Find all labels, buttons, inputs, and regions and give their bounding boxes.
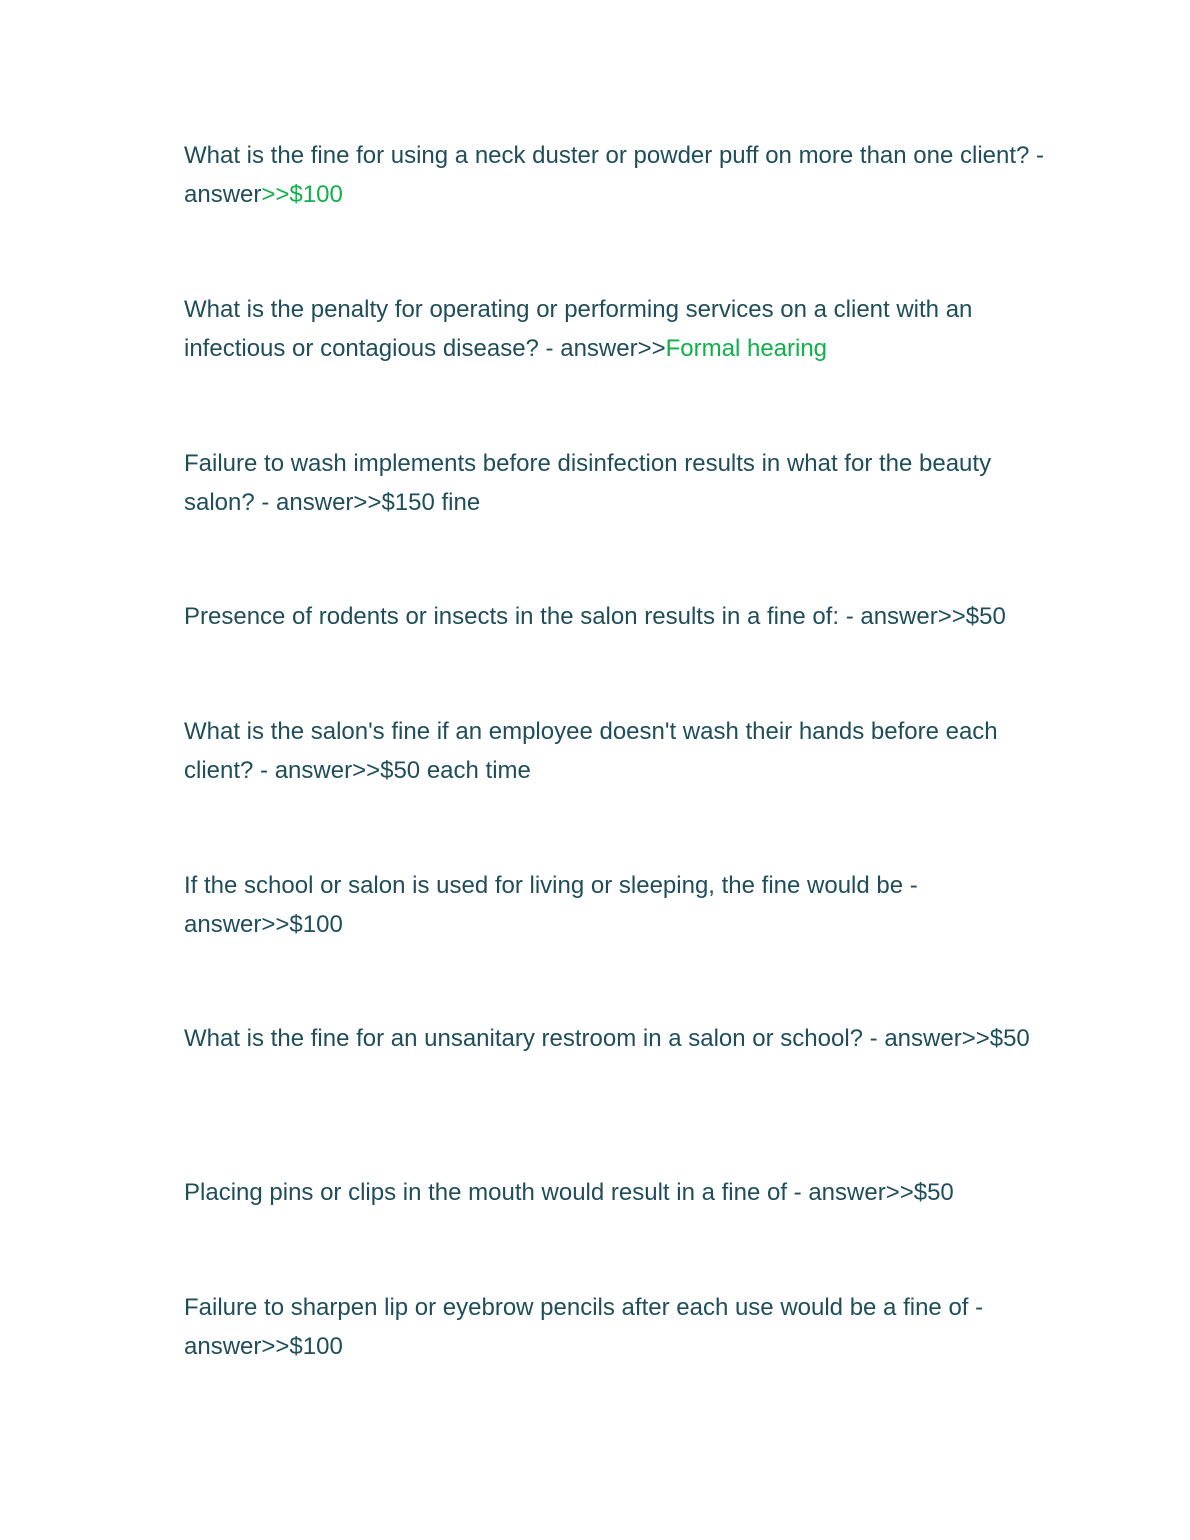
answer-text: >>$100	[261, 910, 343, 938]
answer-text: >>$150 fine	[353, 488, 481, 516]
question-text: Failure to sharpen lip or eyebrow pencils after each use would be a fine of - answer	[184, 1294, 984, 1360]
qa-item-unsanitary-restroom	[184, 1020, 1054, 1059]
qa-item-living-sleeping	[184, 867, 1054, 944]
answer-text: >>$50	[885, 1179, 954, 1206]
question-text: Failure to wash implements before disinfection results in what for the beauty salon? - answer	[184, 450, 992, 516]
question-text: What is the penalty for operating or performing services on a client with an infectious or contagious disease? - answer>>	[184, 296, 973, 362]
qa-item-wash-implements	[184, 445, 1054, 522]
qa-item-sharpen-pencils	[184, 1289, 1054, 1366]
qa-item-contagious-disease	[184, 291, 1054, 368]
answer-highlighted: Formal hearing	[665, 334, 828, 362]
qa-item-neck-duster	[184, 137, 1054, 214]
question-text: Placing pins or clips in the mouth would result in a fine of - answer	[184, 1179, 886, 1206]
answer-highlighted: >>$100	[261, 180, 343, 208]
answer-text: >>$100	[261, 1332, 343, 1360]
qa-item-pins-clips	[184, 1174, 1054, 1213]
question-text: What is the fine for an unsanitary restroom in a salon or school? - answer	[184, 1025, 962, 1052]
question-text: What is the salon's fine if an employee doesn't wash their hands before each client? - answer	[184, 718, 998, 784]
question-text: If the school or salon is used for living or sleeping, the fine would be - answer	[184, 872, 918, 938]
answer-text: >>$50	[937, 603, 1006, 630]
answer-text: >>$50 each time	[352, 756, 531, 784]
qa-item-rodents-insects	[184, 598, 1054, 637]
document-page	[184, 0, 1054, 1540]
answer-text: >>$50	[961, 1025, 1030, 1052]
question-text: What is the fine for using a neck duster or powder puff on more than one client? - answer	[184, 142, 1045, 208]
qa-item-wash-hands	[184, 713, 1054, 790]
question-text: Presence of rodents or insects in the salon results in a fine of: - answer	[184, 603, 938, 630]
